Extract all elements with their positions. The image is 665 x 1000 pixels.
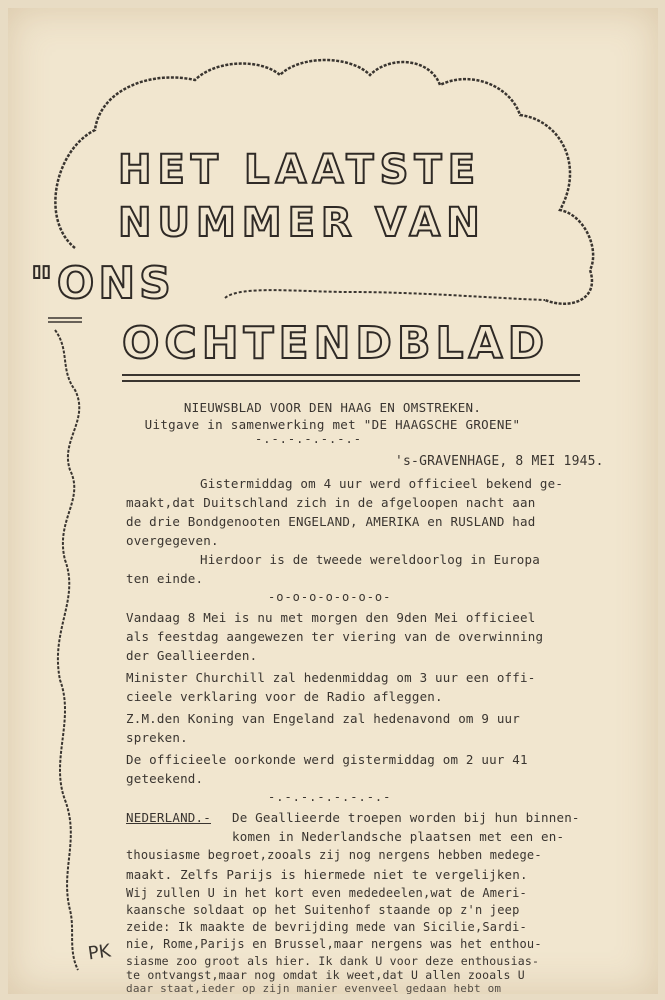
body-line: daar staat,ieder op zijn manier evenveel gedaan hebt om: [126, 982, 502, 995]
body-line: Wij zullen U in het kort even mededeelen,wat de Ameri-: [126, 886, 527, 900]
body-line: overgegeven.: [126, 533, 219, 548]
body-line: geteekend.: [126, 771, 204, 786]
body-line: komen in Nederlandsche plaatsen met een en-: [232, 829, 565, 844]
masthead-line4: OCHTENDBLAD: [122, 318, 550, 369]
subtitle-line2: Uitgave in samenwerking met "DE HAAGSCHE GROENE": [144, 417, 521, 432]
masthead-line3: "ONS: [30, 258, 175, 309]
body-line: De officieele oorkonde werd gistermiddag om 2 uur 41: [126, 752, 528, 767]
body-line: spreken.: [126, 730, 188, 745]
body-line: nie, Rome,Parijs en Brussel,maar nergens was het enthou-: [126, 937, 542, 951]
body-line: kaansche soldaat op het Suitenhof staande op z'n jeep: [126, 903, 520, 917]
body-line: thousiasme begroet,zooals zij nog nergens hebben medege-: [126, 848, 542, 862]
subtitle-line1: NIEUWSBLAD VOOR DEN HAAG EN OMSTREKEN.: [183, 400, 482, 415]
section-divider: -o-o-o-o-o-o-o-: [268, 590, 392, 604]
body-line: te ontvangst,maar nog omdat ik weet,dat U allen zooals U: [126, 968, 525, 982]
dateline: 's-GRAVENHAGE, 8 MEI 1945.: [395, 454, 604, 469]
body-line: de drie Bondgenooten ENGELAND, AMERIKA en RUSLAND had: [126, 514, 536, 529]
body-line: Minister Churchill zal hedenmiddag om 3 uur een offi-: [126, 670, 536, 685]
body-line: maakt. Zelfs Parijs is hiermede niet te vergelijken.: [126, 867, 528, 882]
subtitle-divider: -.-.-.-.-.-.-: [255, 432, 362, 446]
body-line: Hierdoor is de tweede wereldoorlog in Europa: [200, 552, 540, 567]
body-line: der Geallieerden.: [126, 648, 258, 663]
masthead-rule-top: [122, 374, 580, 376]
body-line: ten einde.: [126, 571, 204, 586]
body-line: Gistermiddag om 4 uur werd officieel bekend ge-: [200, 476, 564, 491]
section-divider: -.-.-.-.-.-.-.-: [268, 790, 392, 804]
body-line: Vandaag 8 Mei is nu met morgen den 9den Mei officieel: [126, 610, 536, 625]
body-line: zeide: Ik maakte de bevrijding mede van Sicilie,Sardi-: [126, 920, 527, 934]
body-line: De Geallieerde troepen worden bij hun binnen-: [232, 810, 580, 825]
body-line: maakt,dat Duitschland zich in de afgeloopen nacht aan: [126, 495, 536, 510]
masthead-rule-bottom: [122, 380, 580, 382]
masthead-line2-word2: VAN: [375, 200, 486, 246]
masthead-line1: HET LAATSTE: [118, 147, 482, 193]
handwritten-initials: PK: [86, 940, 113, 965]
body-line: Z.M.den Koning van Engeland zal hedenavond om 9 uur: [126, 711, 521, 726]
body-line: siasme zoo groot als hier. Ik dank U voor deze enthousias-: [126, 954, 540, 968]
body-line: cieele verklaring voor de Radio afleggen.: [126, 689, 443, 704]
body-line: als feestdag aangewezen ter viering van de overwinning: [126, 629, 544, 644]
section-label-nederland: NEDERLAND.-: [126, 810, 211, 825]
masthead-line2-word1: NUMMER: [118, 200, 358, 246]
